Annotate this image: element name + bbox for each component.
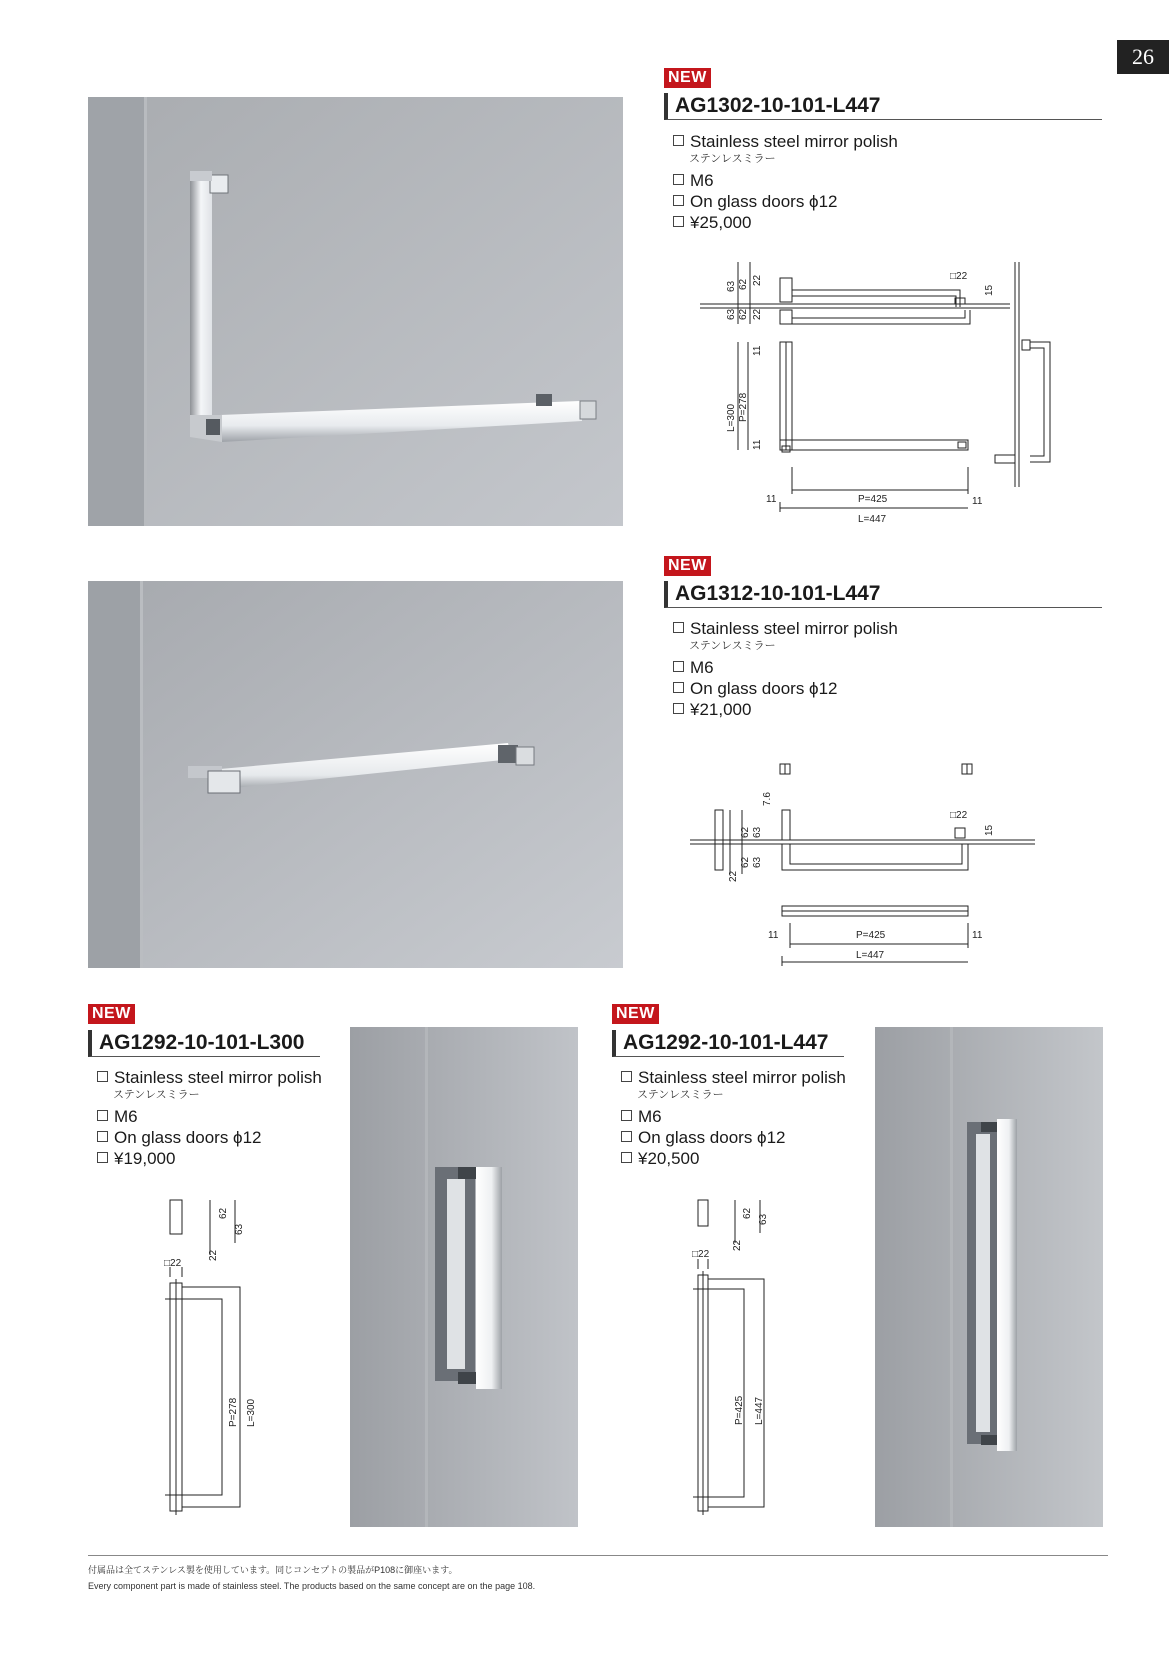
dim-label: P=425	[858, 494, 888, 505]
dim-label: 62	[738, 308, 749, 320]
spec-material	[621, 1067, 861, 1088]
spec-material	[97, 1067, 337, 1088]
dim-label: 22	[732, 1239, 743, 1251]
dim-label: L=300	[246, 1398, 257, 1427]
technical-drawing-ag1312	[690, 758, 1040, 968]
dim-label: 11	[752, 345, 763, 356]
dim-label: L=300	[726, 403, 737, 432]
dim-label: 22	[728, 870, 739, 882]
dim-label: □22	[692, 1249, 710, 1260]
dim-label: L=447	[856, 950, 885, 961]
dim-label: 11	[752, 439, 763, 450]
spec-price	[97, 1148, 337, 1169]
dim-label: 63	[726, 280, 737, 292]
spec-mount-text: On glass doors ϕ12	[638, 1128, 786, 1147]
spec-thread-text: M6	[638, 1107, 662, 1126]
dim-label: 62	[738, 278, 749, 290]
product-photo-ag1302	[88, 97, 623, 526]
checkbox-icon	[621, 1131, 632, 1142]
dim-label: 15	[984, 284, 995, 296]
spec-price-text: ¥19,000	[114, 1149, 176, 1168]
spec-price	[621, 1148, 861, 1169]
spec-material-jp: ステンレスミラー	[113, 1089, 200, 1101]
spec-material-jp: ステンレスミラー	[689, 640, 776, 652]
spec-mount	[621, 1127, 861, 1148]
checkbox-icon	[97, 1152, 108, 1163]
spec-list	[673, 618, 1093, 720]
footer-note-en: Every component part is made of stainless steel. The products based on the same concept are on the page 108.	[88, 1581, 536, 1591]
dim-label: L=447	[754, 1396, 765, 1425]
product-photo-ag1292-l300	[350, 1027, 578, 1527]
spec-material	[673, 131, 1093, 152]
spec-price	[673, 699, 1093, 720]
technical-drawing-ag1302	[700, 262, 1070, 532]
model-title: AG1312-10-101-L447	[664, 581, 1102, 608]
spec-material-text: Stainless steel mirror polish	[638, 1068, 846, 1087]
checkbox-icon	[621, 1110, 632, 1121]
spec-thread	[97, 1106, 337, 1127]
spec-thread	[673, 657, 1093, 678]
model-title: AG1292-10-101-L300	[88, 1030, 320, 1057]
spec-material-text: Stainless steel mirror polish	[690, 132, 898, 151]
dim-label: 63	[752, 826, 763, 838]
dim-label: P=278	[738, 392, 749, 422]
product-photo-ag1292-l447	[875, 1027, 1103, 1527]
dim-label: 11	[766, 494, 777, 505]
dim-label: 15	[984, 824, 995, 836]
dim-label: 62	[740, 826, 751, 838]
checkbox-icon	[97, 1071, 108, 1082]
checkbox-icon	[621, 1152, 632, 1163]
dim-label: P=425	[734, 1395, 745, 1425]
dim-label: 22	[752, 308, 763, 320]
dim-label: P=425	[856, 930, 886, 941]
new-badge: NEW	[88, 1004, 135, 1024]
spec-material-text: Stainless steel mirror polish	[690, 619, 898, 638]
dim-label: 11	[768, 930, 779, 941]
spec-material-text: Stainless steel mirror polish	[114, 1068, 322, 1087]
checkbox-icon	[97, 1110, 108, 1121]
checkbox-icon	[673, 195, 684, 206]
model-title: AG1302-10-101-L447	[664, 93, 1102, 120]
spec-mount	[673, 678, 1093, 699]
checkbox-icon	[673, 174, 684, 185]
footer-divider	[88, 1555, 1108, 1556]
model-title: AG1292-10-101-L447	[612, 1030, 844, 1057]
dim-label: 63	[752, 856, 763, 868]
spec-mount	[673, 191, 1093, 212]
spec-price-text: ¥21,000	[690, 700, 752, 719]
spec-thread	[621, 1106, 861, 1127]
page-number: 26	[1117, 40, 1169, 74]
dim-label: L=447	[858, 514, 887, 525]
spec-mount-text: On glass doors ϕ12	[690, 679, 838, 698]
new-badge: NEW	[664, 556, 711, 576]
dim-label: P=278	[228, 1397, 239, 1427]
checkbox-icon	[621, 1071, 632, 1082]
new-badge: NEW	[664, 68, 711, 88]
new-badge: NEW	[612, 1004, 659, 1024]
spec-mount-text: On glass doors ϕ12	[690, 192, 838, 211]
spec-thread-text: M6	[690, 658, 714, 677]
technical-drawing-ag1292-l300	[150, 1195, 270, 1525]
dim-label: 62	[218, 1207, 229, 1219]
dim-label: □22	[950, 810, 968, 821]
dim-label: □22	[164, 1258, 182, 1269]
spec-material-jp: ステンレスミラー	[689, 153, 776, 165]
checkbox-icon	[673, 622, 684, 633]
footer-note-jp: 付属品は全てステンレス製を使用しています。同じコンセプトの製品がP108に御座います。	[88, 1565, 458, 1575]
spec-price	[673, 212, 1093, 233]
spec-mount-text: On glass doors ϕ12	[114, 1128, 262, 1147]
dim-label: 62	[740, 856, 751, 868]
spec-price-text: ¥20,500	[638, 1149, 700, 1168]
dim-label: □22	[950, 271, 968, 282]
dim-label: 22	[752, 274, 763, 286]
technical-drawing-ag1292-l447	[680, 1195, 800, 1525]
spec-material	[673, 618, 1093, 639]
dim-label: 63	[234, 1223, 245, 1235]
product-photo-ag1312	[88, 581, 623, 968]
spec-list	[621, 1067, 861, 1169]
spec-list	[97, 1067, 337, 1169]
dim-label: 63	[726, 308, 737, 320]
checkbox-icon	[673, 216, 684, 227]
dim-label: 7.6	[762, 792, 773, 806]
dim-label: 22	[208, 1249, 219, 1261]
checkbox-icon	[97, 1131, 108, 1142]
spec-list	[673, 131, 1093, 233]
checkbox-icon	[673, 661, 684, 672]
dim-label: 11	[972, 496, 983, 507]
spec-mount	[97, 1127, 337, 1148]
spec-thread-text: M6	[114, 1107, 138, 1126]
checkbox-icon	[673, 682, 684, 693]
spec-price-text: ¥25,000	[690, 213, 752, 232]
spec-thread	[673, 170, 1093, 191]
dim-label: 11	[972, 930, 983, 941]
checkbox-icon	[673, 703, 684, 714]
spec-thread-text: M6	[690, 171, 714, 190]
checkbox-icon	[673, 135, 684, 146]
dim-label: 63	[758, 1213, 769, 1225]
dim-label: 62	[742, 1207, 753, 1219]
spec-material-jp: ステンレスミラー	[637, 1089, 724, 1101]
